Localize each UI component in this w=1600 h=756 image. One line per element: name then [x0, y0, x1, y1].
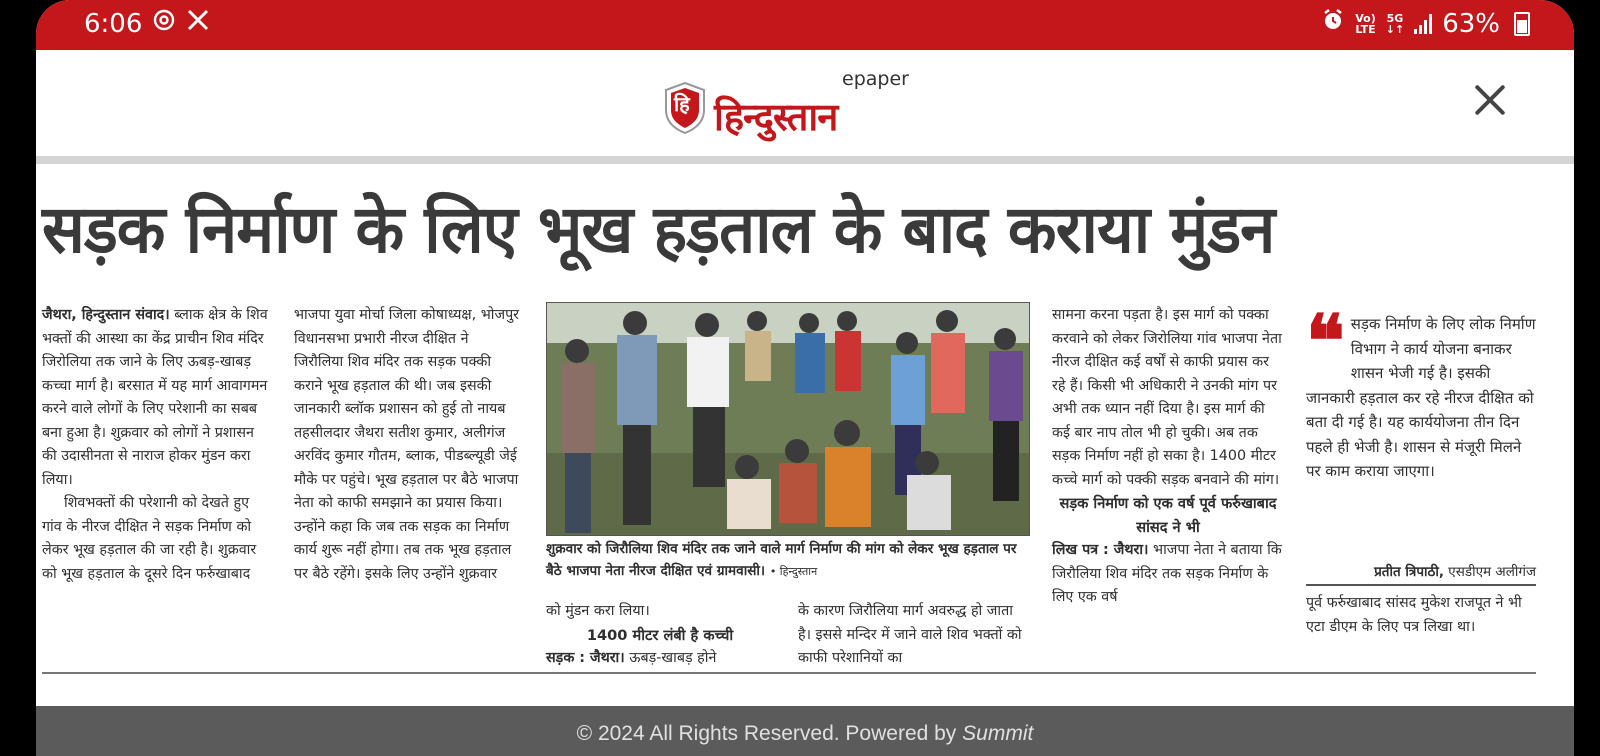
footer-brand-link[interactable]: Summit	[962, 722, 1034, 745]
status-time: 6:06	[84, 8, 143, 39]
article-column-5	[1306, 592, 1536, 639]
fiveg-indicator: 5G ↓↑	[1385, 11, 1405, 36]
headline: सड़क निर्माण के लिए भूख हड़ताल के बाद कराया मुंडन	[42, 191, 1275, 268]
alarm-icon	[1321, 8, 1345, 39]
status-bar	[36, 0, 1574, 50]
article-column-2	[294, 304, 522, 586]
quote-divider	[1306, 584, 1536, 586]
footer	[36, 706, 1574, 756]
hindustan-logo	[664, 68, 924, 138]
subheading: सड़क निर्माण को एक वर्ष पूर्व फर्रुखाबाद सांसद ने भी	[1059, 495, 1277, 536]
quote-box	[1306, 298, 1536, 484]
brand-name: हिन्दुस्तान	[714, 94, 838, 139]
bottom-divider	[42, 672, 1536, 674]
signal-icon	[1414, 14, 1432, 34]
paragraph: सामना करना पड़ता है। इस मार्ग को पक्का करवाने को लेकर जिरोलिया गांव भाजपा नेता नीरज दीक्षित कई वर्षों से काफी प्रयास कर रहे हैं। किसी भी अधिकारी ने उनकी मांग पर अभी तक ध्यान नहीं दिया है। इस मार्ग की कई बार नाप तोल भी हो चुकी। अब तक सड़क निर्माण नहीं हो सका है। 1400 मीटर कच्चे मार्ग को पक्की सड़क बनवाने की मांग।	[1052, 307, 1282, 488]
article-column-1	[42, 304, 270, 586]
quote-mark-icon: ❝	[1306, 298, 1345, 383]
subheading: 1400 मीटर लंबी है कच्ची	[586, 626, 734, 644]
close-icon[interactable]	[1470, 80, 1510, 120]
header-divider	[36, 156, 1574, 164]
paragraph: शिवभक्तों की परेशानी को देखते हुए गांव के नीरज दीक्षित ने सड़क निर्माण को लेकर भूख हड़ताल की जा रही है। शुक्रवार को भूख हड़ताल के दूसरे दिन फर्रुखाबाद	[42, 495, 257, 582]
dateline: जैथरा, हिन्दुस्तान संवाद।	[42, 307, 170, 323]
paragraph: को मुंडन करा लिया।	[546, 603, 650, 619]
copyright-text: © 2024 All Rights Reserved. Powered by Summit	[576, 722, 1034, 745]
news-clipping	[36, 164, 1574, 704]
article-column-3b	[798, 600, 1026, 671]
paragraph: पूर्व फर्रुखाबाद सांसद मुकेश राजपूत ने भी एटा डीएम के लिए पत्र लिखा था।	[1306, 595, 1522, 635]
paragraph: जैथरा, हिन्दुस्तान संवाद। ब्लाक क्षेत्र के शिव भक्तों की आस्था का केंद्र प्राचीन शिव मंदिर जिरोलिया तक जाने के लिए ऊबड़-खाबड़ कच्चा मार्ग है। बरसात में यह मार्ग आवागमन करने वाले लोगों के लिए परेशानी का सबब बना हुआ है। शुक्रवार को लोगों ने प्रशासन की उदासीनता से नाराज होकर मुंडन करा लिया।	[42, 307, 268, 488]
volte-indicator: Vo) LTE	[1355, 11, 1376, 36]
battery-percent: 63%	[1442, 8, 1500, 39]
photo-caption: शुक्रवार को जिरौलिया शिव मंदिर तक जाने वाले मार्ग निर्माण की मांग को लेकर भूख हड़ताल पर बैठे भाजपा नेता नीरज दीक्षित एवं ग्रामवासी। • हिन्दुस्तान	[546, 541, 1017, 579]
quote-text: सड़क निर्माण के लिए लोक निर्माण विभाग ने कार्य योजना बनाकर शासन भेजी गई है। इसकी जानकारी हड़ताल कर रहे नीरज दीक्षित को बता दी गई है। यह कार्ययोजना तीन दिन पहले ही भेजी है। शासन से मंजूरी मिलने पर काम कराया जाएगा।	[1306, 315, 1536, 480]
phone-screen	[36, 0, 1574, 756]
x-logo-icon	[186, 8, 210, 39]
app-header	[36, 50, 1574, 156]
paragraph: सड़क : जैथरा। ऊबड़-खाबड़ होने	[546, 650, 717, 666]
battery-icon	[1514, 12, 1530, 36]
status-circle-icon	[152, 8, 176, 39]
article-column-3a	[546, 600, 774, 671]
paragraph: के कारण जिरौलिया मार्ग अवरुद्ध हो जाता है। इससे मन्दिर में जाने वाले शिव भक्तों को काफी परेशानियों का	[798, 603, 1022, 666]
paragraph: भाजपा युवा मोर्चा जिला कोषाध्यक्ष, भोजपुर विधानसभा प्रभारी नीरज दीक्षित ने जिरौलिया शिव मंदिर तक सड़क पक्की कराने भूख हड़ताल की थी। जब इसकी जानकारी ब्लॉक प्रशासन को हुई तो नायब तहसीलदार जैथरा सतीश कुमार, अलीगंज अरविंद कुमार गौतम, ब्लाक, पीडब्ल्यूडी जेई मौके पर पहुंचे। भूख हड़ताल पर बैठे भाजपा नेता को काफी समझाने का प्रयास किया। उन्होंने कहा कि जब तक सड़क का निर्माण कार्य शुरू नहीं होगा। तब तक भूख हड़ताल पर बैठे रहेंगे। इसके लिए उन्होंने शुक्रवार	[294, 307, 520, 582]
article-column-4	[1052, 304, 1284, 610]
photo-credit: • हिन्दुस्तान	[769, 565, 818, 578]
paragraph: लिख पत्र : जैथरा। भाजपा नेता ने बताया कि जिरौलिया शिव मंदिर तक सड़क निर्माण के लिए एक वर्ष	[1052, 542, 1282, 605]
news-photo	[546, 302, 1030, 536]
brand-epaper: epaper	[842, 68, 909, 90]
quote-attribution: प्रतीत त्रिपाठी, एसडीएम अलीगंज	[1374, 564, 1536, 580]
logo-mark: हि	[674, 92, 690, 116]
